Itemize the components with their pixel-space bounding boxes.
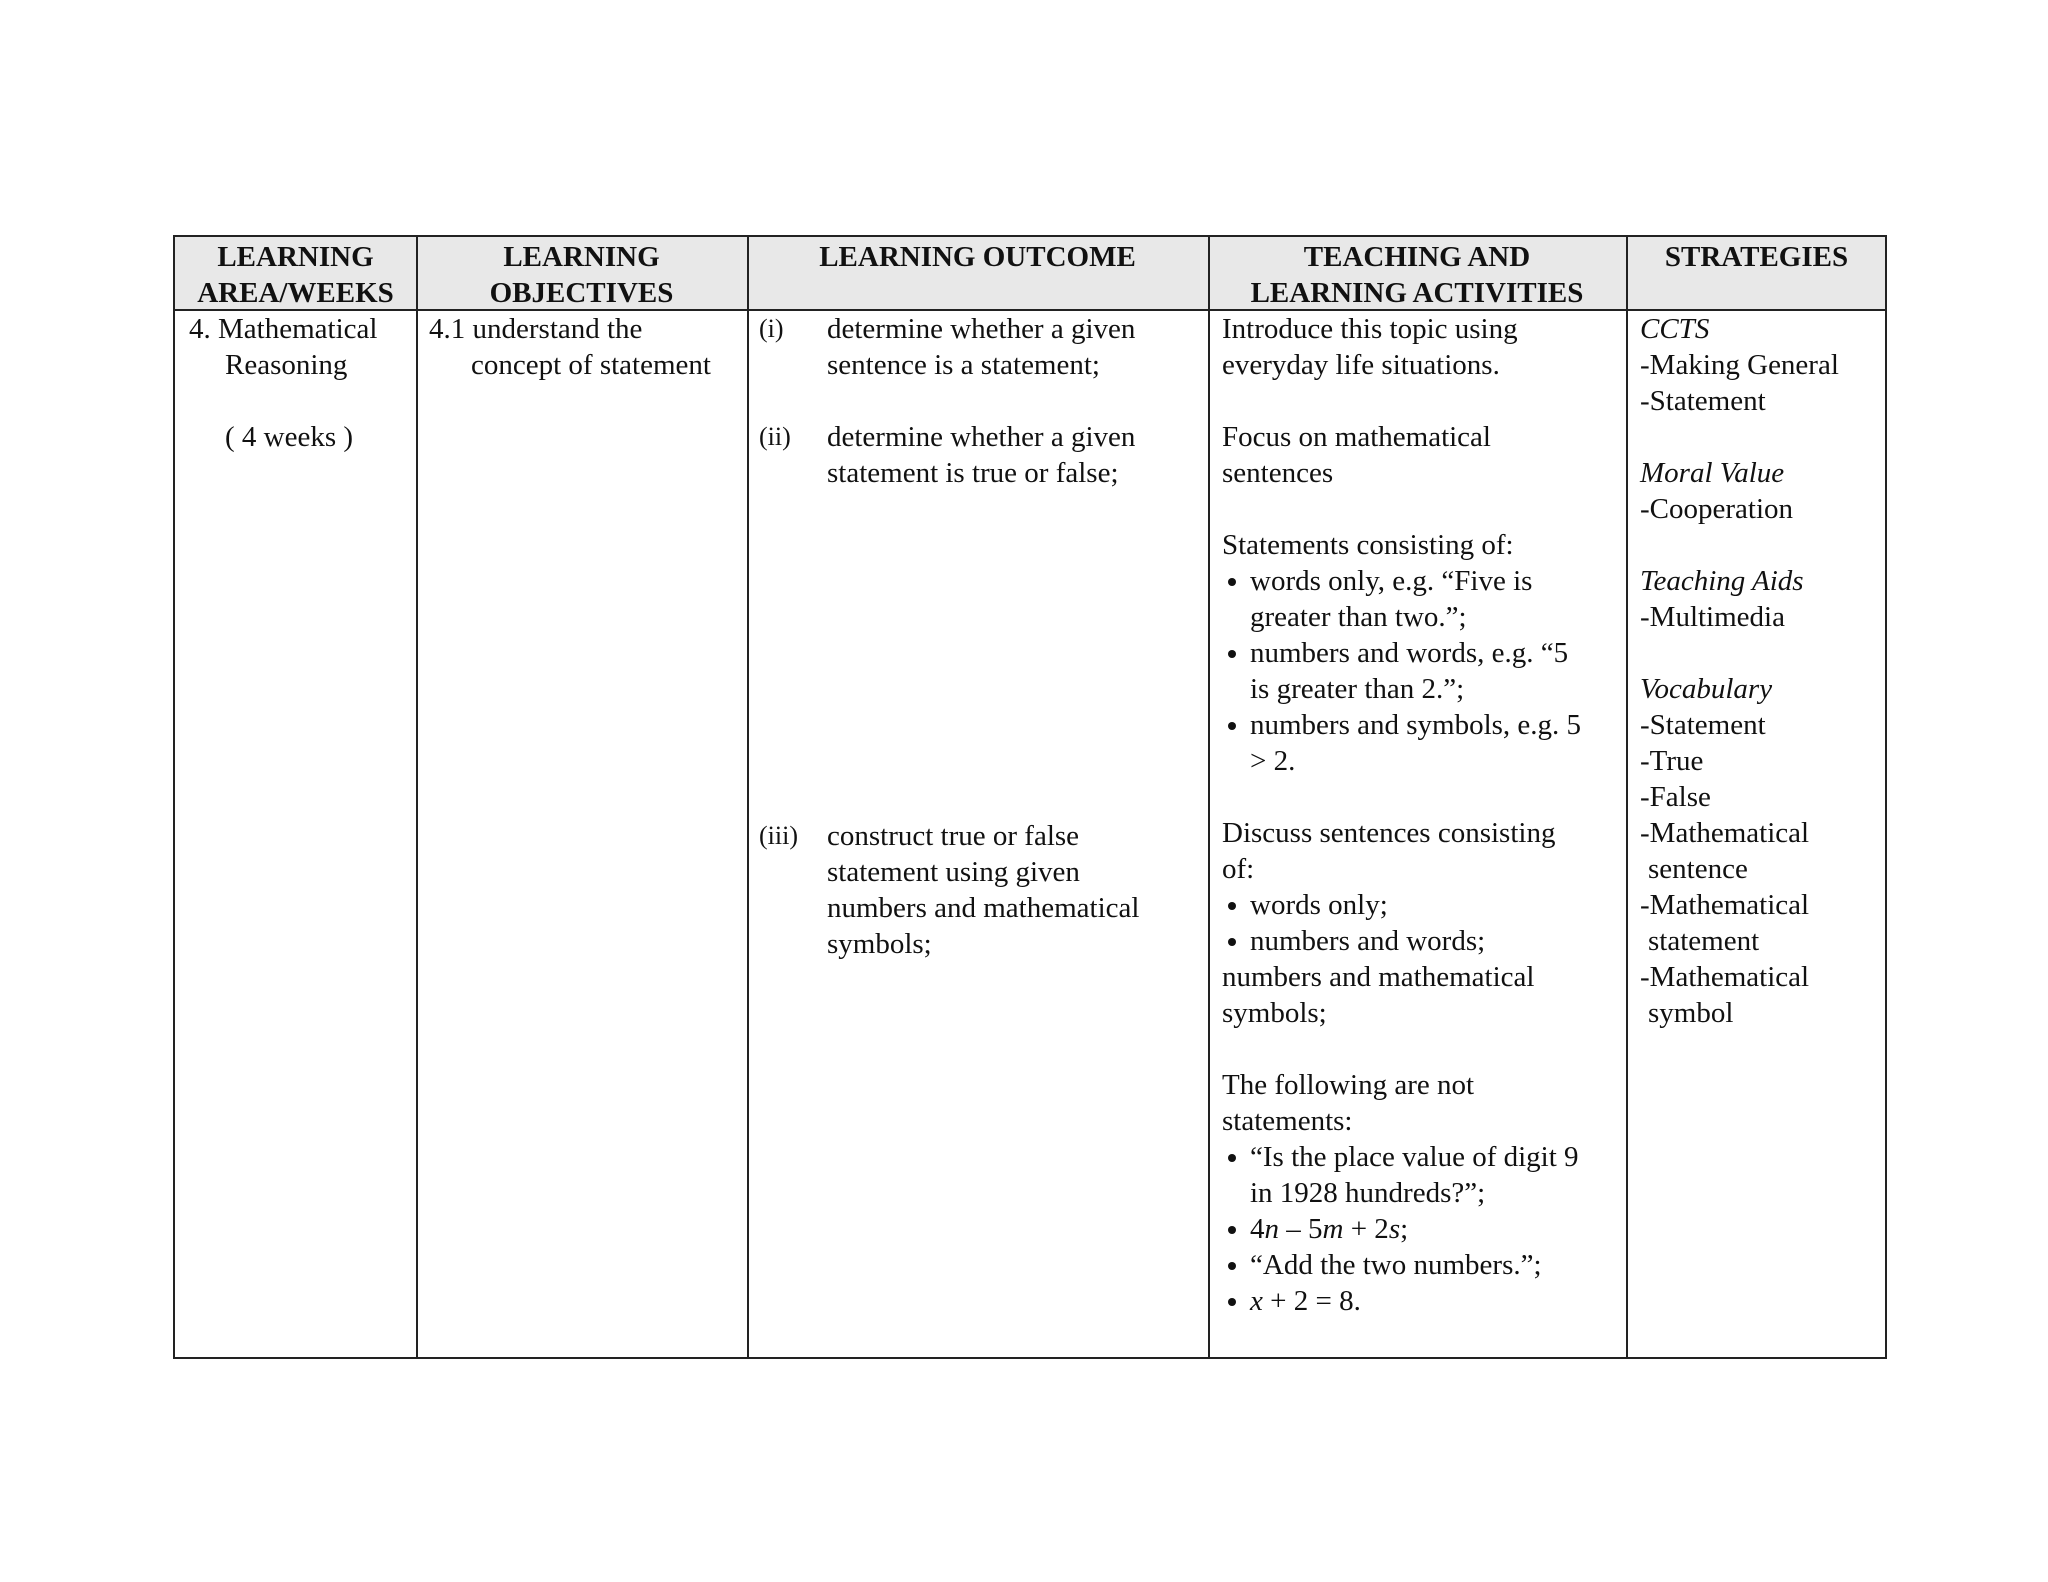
outcome-line: determine whether a given bbox=[827, 421, 1136, 453]
curriculum-table bbox=[173, 235, 1887, 1359]
bullet-item-cont: greater than two.”; bbox=[1250, 601, 1467, 633]
header-text: LEARNING bbox=[503, 241, 660, 273]
bullet-item: words only; bbox=[1222, 887, 1624, 923]
activity-line: The following are not bbox=[1222, 1069, 1475, 1101]
outcome-number: (i) bbox=[759, 314, 784, 343]
spacer bbox=[1640, 419, 1886, 455]
strategy-item: -Cooperation bbox=[1640, 493, 1794, 525]
expr-part: + 2 = 8. bbox=[1262, 1285, 1361, 1317]
strategy-item: -Statement bbox=[1640, 385, 1766, 417]
strategy-heading: Vocabulary bbox=[1640, 673, 1773, 705]
outcome-number: (iii) bbox=[759, 821, 798, 850]
spacer bbox=[1222, 491, 1624, 527]
activities-cell bbox=[1222, 311, 1624, 1319]
outcome-text bbox=[827, 818, 1139, 962]
bullet-item: numbers and words, e.g. “5 bbox=[1222, 635, 1624, 671]
strategy-heading: Teaching Aids bbox=[1640, 565, 1804, 597]
expr-var: m bbox=[1322, 1213, 1344, 1245]
learning-area-cell bbox=[189, 311, 414, 455]
activity-line: sentences bbox=[1222, 457, 1334, 489]
spacer bbox=[1222, 779, 1624, 815]
objective-text: 4.1 understand the bbox=[429, 313, 643, 345]
activity-line: numbers and mathematical bbox=[1222, 961, 1535, 993]
objective-text-cont: concept of statement bbox=[471, 349, 711, 381]
area-title: 4. Mathematical bbox=[189, 313, 378, 345]
header-teaching-activities bbox=[1208, 239, 1626, 311]
bullet-item: numbers and words; bbox=[1222, 923, 1624, 959]
outcome-line: symbols; bbox=[827, 928, 932, 960]
bullet-item: “Is the place value of digit 9 bbox=[1222, 1139, 1624, 1175]
bullet-item-equation bbox=[1222, 1283, 1624, 1319]
spacer bbox=[1640, 635, 1886, 671]
bullet-item: words only, e.g. “Five is bbox=[1222, 563, 1624, 599]
strategy-item: -Making General bbox=[1640, 349, 1839, 381]
outcomes-cell bbox=[749, 311, 1207, 1311]
outcome-line: sentence is a statement; bbox=[827, 349, 1100, 381]
header-text: LEARNING bbox=[217, 241, 374, 273]
outcome-line: construct true or false bbox=[827, 820, 1080, 852]
spacer bbox=[189, 383, 414, 419]
strategies-cell bbox=[1640, 311, 1886, 1031]
outcome-text bbox=[827, 311, 1135, 383]
activity-line: symbols; bbox=[1222, 997, 1327, 1029]
activity-line: Introduce this topic using bbox=[1222, 313, 1518, 345]
spacer bbox=[1640, 527, 1886, 563]
column-divider bbox=[416, 237, 418, 1357]
objectives-cell bbox=[429, 311, 745, 383]
area-title-cont: Reasoning bbox=[225, 349, 348, 381]
strategy-heading: Moral Value bbox=[1640, 457, 1785, 489]
activity-line: of: bbox=[1222, 853, 1255, 885]
strategy-item: statement bbox=[1648, 925, 1760, 957]
expr-var: s bbox=[1388, 1213, 1401, 1245]
spacer bbox=[1222, 383, 1624, 419]
header-text: LEARNING OUTCOME bbox=[819, 241, 1136, 273]
strategy-item: sentence bbox=[1648, 853, 1748, 885]
header-text: AREA/WEEKS bbox=[197, 277, 394, 309]
strategy-item: -Multimedia bbox=[1640, 601, 1785, 633]
strategy-item: -Mathematical bbox=[1640, 889, 1810, 921]
expr-var: n bbox=[1264, 1213, 1279, 1245]
header-learning-area bbox=[175, 239, 416, 311]
strategy-item: -Statement bbox=[1640, 709, 1766, 741]
outcome-line: statement is true or false; bbox=[827, 457, 1119, 489]
expr-part: + 2 bbox=[1343, 1213, 1389, 1245]
strategy-item: -True bbox=[1640, 745, 1704, 777]
column-divider bbox=[1208, 237, 1210, 1357]
header-text: OBJECTIVES bbox=[489, 277, 674, 309]
column-divider bbox=[1626, 237, 1628, 1357]
expr-var: x bbox=[1250, 1285, 1263, 1317]
outcome-line: numbers and mathematical bbox=[827, 892, 1140, 924]
bullet-item-cont: is greater than 2.”; bbox=[1250, 673, 1465, 705]
header-learning-outcome bbox=[747, 239, 1208, 275]
activity-line: everyday life situations. bbox=[1222, 349, 1500, 381]
outcome-text bbox=[827, 419, 1135, 491]
strategy-item: -Mathematical bbox=[1640, 817, 1810, 849]
bullet-item-expression bbox=[1222, 1211, 1624, 1247]
activity-line: Focus on mathematical bbox=[1222, 421, 1491, 453]
bullet-item: “Add the two numbers.”; bbox=[1222, 1247, 1624, 1283]
outcome-line: statement using given bbox=[827, 856, 1080, 888]
strategy-item: symbol bbox=[1648, 997, 1734, 1029]
bullet-item-cont: > 2. bbox=[1250, 745, 1296, 777]
header-text: TEACHING AND bbox=[1303, 241, 1531, 273]
spacer bbox=[1222, 1031, 1624, 1067]
activity-line: statements: bbox=[1222, 1105, 1353, 1137]
activity-line: Statements consisting of: bbox=[1222, 529, 1514, 561]
bullet-item-cont: in 1928 hundreds?”; bbox=[1250, 1177, 1486, 1209]
header-text: LEARNING ACTIVITIES bbox=[1250, 277, 1584, 309]
outcome-number: (ii) bbox=[759, 422, 791, 451]
expr-part: ; bbox=[1400, 1213, 1409, 1245]
activity-line: Discuss sentences consisting bbox=[1222, 817, 1556, 849]
strategy-item: -False bbox=[1640, 781, 1711, 813]
header-strategies bbox=[1626, 239, 1887, 275]
header-text: STRATEGIES bbox=[1664, 241, 1849, 273]
expr-part: 4 bbox=[1250, 1213, 1265, 1245]
bullet-item: numbers and symbols, e.g. 5 bbox=[1222, 707, 1624, 743]
strategy-item: -Mathematical bbox=[1640, 961, 1810, 993]
expr-part: – 5 bbox=[1279, 1213, 1323, 1245]
header-learning-objectives bbox=[416, 239, 747, 311]
strategy-heading: CCTS bbox=[1640, 313, 1710, 345]
outcome-line: determine whether a given bbox=[827, 313, 1136, 345]
area-weeks: ( 4 weeks ) bbox=[225, 421, 354, 453]
